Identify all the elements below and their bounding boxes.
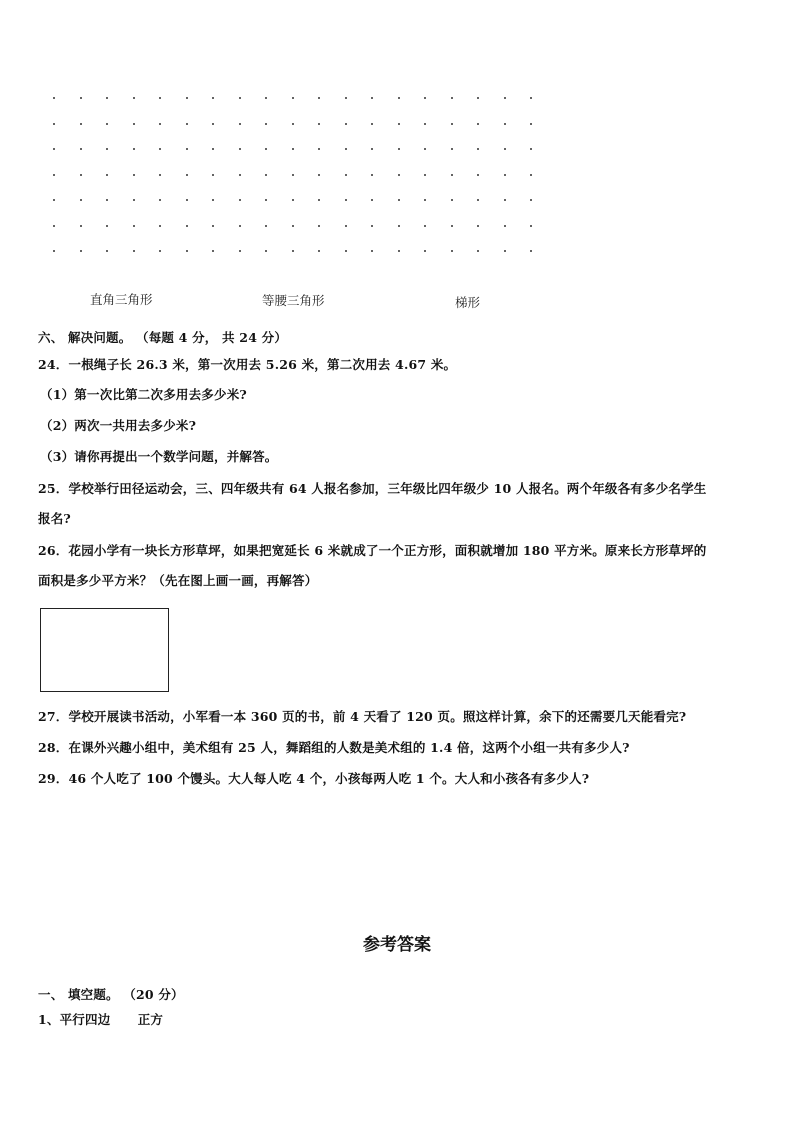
grid-dot bbox=[477, 148, 479, 150]
grid-dot bbox=[80, 148, 82, 150]
grid-dot bbox=[133, 250, 135, 252]
grid-dot bbox=[345, 123, 347, 125]
question-24-part-1: （1）第一次比第二次多用去多少米? bbox=[40, 387, 247, 402]
grid-dot bbox=[265, 123, 267, 125]
grid-dot bbox=[239, 97, 241, 99]
grid-dot bbox=[345, 148, 347, 150]
grid-dot bbox=[477, 250, 479, 252]
grid-dot bbox=[345, 250, 347, 252]
question-25: 25．学校举行田径运动会，三、四年级共有 64 人报名参加，三年级比四年级少 10 人报名。两个年级各有多少名学生 bbox=[38, 481, 707, 496]
grid-dot bbox=[106, 250, 108, 252]
grid-dot bbox=[530, 174, 532, 176]
grid-dot bbox=[398, 148, 400, 150]
grid-dot bbox=[371, 199, 373, 201]
grid-dot bbox=[424, 148, 426, 150]
grid-dot bbox=[292, 199, 294, 201]
grid-dot bbox=[424, 250, 426, 252]
grid-dot bbox=[318, 174, 320, 176]
grid-dot bbox=[451, 250, 453, 252]
grid-dot bbox=[53, 123, 55, 125]
grid-dot bbox=[477, 174, 479, 176]
grid-dot bbox=[212, 97, 214, 99]
question-24-part-3: （3）请你再提出一个数学问题，并解答。 bbox=[40, 449, 278, 464]
grid-dot bbox=[53, 97, 55, 99]
grid-dot bbox=[186, 123, 188, 125]
grid-dot bbox=[239, 250, 241, 252]
grid-dot bbox=[186, 148, 188, 150]
grid-dot bbox=[424, 225, 426, 227]
grid-dot bbox=[106, 97, 108, 99]
grid-dot bbox=[159, 199, 161, 201]
grid-dot bbox=[371, 174, 373, 176]
dot-grid-paper bbox=[40, 88, 560, 268]
grid-dot bbox=[80, 199, 82, 201]
grid-dot bbox=[318, 148, 320, 150]
answer-1: 1、平行四边 正方 bbox=[38, 1012, 164, 1027]
grid-dot bbox=[451, 174, 453, 176]
grid-dot bbox=[80, 250, 82, 252]
grid-dot bbox=[186, 174, 188, 176]
grid-dot bbox=[371, 97, 373, 99]
grid-dot bbox=[477, 225, 479, 227]
caption-isosceles-triangle: 等腰三角形 bbox=[262, 293, 325, 308]
grid-dot bbox=[80, 225, 82, 227]
question-24-part-2: （2）两次一共用去多少米? bbox=[40, 418, 197, 433]
grid-dot bbox=[477, 97, 479, 99]
grid-dot bbox=[133, 97, 135, 99]
grid-dot bbox=[398, 250, 400, 252]
grid-dot bbox=[186, 225, 188, 227]
grid-dot bbox=[477, 199, 479, 201]
grid-dot bbox=[80, 174, 82, 176]
section-6-heading: 六、 解决问题。 （每题 4 分， 共 24 分） bbox=[38, 330, 288, 345]
grid-dot bbox=[318, 199, 320, 201]
grid-dot bbox=[159, 250, 161, 252]
grid-dot bbox=[106, 174, 108, 176]
grid-dot bbox=[424, 123, 426, 125]
grid-dot bbox=[398, 225, 400, 227]
grid-dot bbox=[292, 250, 294, 252]
caption-trapezoid: 梯形 bbox=[455, 295, 481, 310]
grid-dot bbox=[477, 123, 479, 125]
question-28: 28．在课外兴趣小组中，美术组有 25 人，舞蹈组的人数是美术组的 1.4 倍，这两个小组一共有多少人? bbox=[38, 740, 630, 755]
grid-dot bbox=[451, 97, 453, 99]
grid-dot bbox=[53, 199, 55, 201]
grid-dot bbox=[80, 97, 82, 99]
grid-dot bbox=[292, 97, 294, 99]
question-25-continued: 报名? bbox=[38, 511, 71, 526]
grid-dot bbox=[424, 174, 426, 176]
grid-dot bbox=[80, 123, 82, 125]
grid-dot bbox=[265, 225, 267, 227]
grid-dot bbox=[212, 174, 214, 176]
answer-section-1-heading: 一、 填空题。 （20 分） bbox=[38, 987, 184, 1002]
grid-dot bbox=[530, 97, 532, 99]
grid-dot bbox=[53, 250, 55, 252]
grid-dot bbox=[504, 225, 506, 227]
grid-dot bbox=[106, 123, 108, 125]
grid-dot bbox=[530, 225, 532, 227]
grid-dot bbox=[345, 225, 347, 227]
grid-dot bbox=[371, 123, 373, 125]
grid-dot bbox=[318, 225, 320, 227]
grid-dot bbox=[159, 148, 161, 150]
question-26: 26．花园小学有一块长方形草坪，如果把宽延长 6 米就成了一个正方形，面积就增加 180 平方米。原来长方形草坪的 bbox=[38, 543, 707, 558]
grid-dot bbox=[133, 123, 135, 125]
grid-dot bbox=[265, 148, 267, 150]
grid-dot bbox=[106, 148, 108, 150]
grid-dot bbox=[239, 123, 241, 125]
grid-dot bbox=[504, 199, 506, 201]
grid-dot bbox=[159, 123, 161, 125]
grid-dot bbox=[371, 250, 373, 252]
grid-dot bbox=[371, 148, 373, 150]
grid-dot bbox=[292, 123, 294, 125]
grid-dot bbox=[239, 148, 241, 150]
grid-dot bbox=[292, 174, 294, 176]
grid-dot bbox=[318, 250, 320, 252]
question-26-continued: 面积是多少平方米？（先在图上画一画，再解答） bbox=[38, 573, 318, 588]
grid-dot bbox=[133, 174, 135, 176]
grid-dot bbox=[212, 199, 214, 201]
grid-dot bbox=[186, 97, 188, 99]
grid-dot bbox=[53, 225, 55, 227]
grid-dot bbox=[159, 174, 161, 176]
grid-dot bbox=[398, 199, 400, 201]
grid-dot bbox=[345, 97, 347, 99]
grid-dot bbox=[212, 148, 214, 150]
grid-dot bbox=[133, 225, 135, 227]
grid-dot bbox=[451, 225, 453, 227]
grid-dot bbox=[345, 199, 347, 201]
grid-dot bbox=[318, 97, 320, 99]
grid-dot bbox=[504, 97, 506, 99]
grid-dot bbox=[530, 123, 532, 125]
grid-dot bbox=[504, 250, 506, 252]
grid-dot bbox=[265, 250, 267, 252]
grid-dot bbox=[133, 199, 135, 201]
grid-dot bbox=[530, 199, 532, 201]
grid-dot bbox=[159, 97, 161, 99]
grid-dot bbox=[424, 199, 426, 201]
grid-dot bbox=[292, 225, 294, 227]
grid-dot bbox=[398, 174, 400, 176]
grid-dot bbox=[212, 225, 214, 227]
grid-dot bbox=[398, 123, 400, 125]
grid-dot bbox=[504, 123, 506, 125]
grid-dot bbox=[106, 225, 108, 227]
grid-dot bbox=[265, 174, 267, 176]
grid-dot bbox=[239, 174, 241, 176]
grid-dot bbox=[159, 225, 161, 227]
grid-dot bbox=[265, 199, 267, 201]
rectangle-lawn-figure bbox=[40, 608, 169, 692]
grid-dot bbox=[504, 148, 506, 150]
grid-dot bbox=[212, 123, 214, 125]
grid-dot bbox=[239, 225, 241, 227]
grid-dot bbox=[265, 97, 267, 99]
grid-dot bbox=[371, 225, 373, 227]
grid-dot bbox=[106, 199, 108, 201]
grid-dot bbox=[318, 123, 320, 125]
question-29: 29．46 个人吃了 100 个馒头。大人每人吃 4 个，小孩每两人吃 1 个。大人和小孩各有多少人? bbox=[38, 771, 590, 786]
grid-dot bbox=[451, 123, 453, 125]
answer-key-title: 参考答案 bbox=[363, 935, 431, 955]
grid-dot bbox=[451, 148, 453, 150]
grid-dot bbox=[451, 199, 453, 201]
grid-dot bbox=[398, 97, 400, 99]
grid-dot bbox=[53, 174, 55, 176]
grid-dot bbox=[292, 148, 294, 150]
grid-dot bbox=[424, 97, 426, 99]
grid-dot bbox=[504, 174, 506, 176]
grid-dot bbox=[133, 148, 135, 150]
grid-dot bbox=[186, 199, 188, 201]
question-27: 27．学校开展读书活动，小军看一本 360 页的书，前 4 天看了 120 页。照这样计算，余下的还需要几天能看完? bbox=[38, 709, 687, 724]
grid-dot bbox=[212, 250, 214, 252]
caption-right-triangle: 直角三角形 bbox=[90, 292, 153, 307]
grid-dot bbox=[239, 199, 241, 201]
grid-dot bbox=[345, 174, 347, 176]
question-24: 24．一根绳子长 26.3 米，第一次用去 5.26 米，第二次用去 4.67 米。 bbox=[38, 357, 457, 372]
grid-dot bbox=[530, 250, 532, 252]
grid-dot bbox=[186, 250, 188, 252]
grid-dot bbox=[530, 148, 532, 150]
grid-dot bbox=[53, 148, 55, 150]
